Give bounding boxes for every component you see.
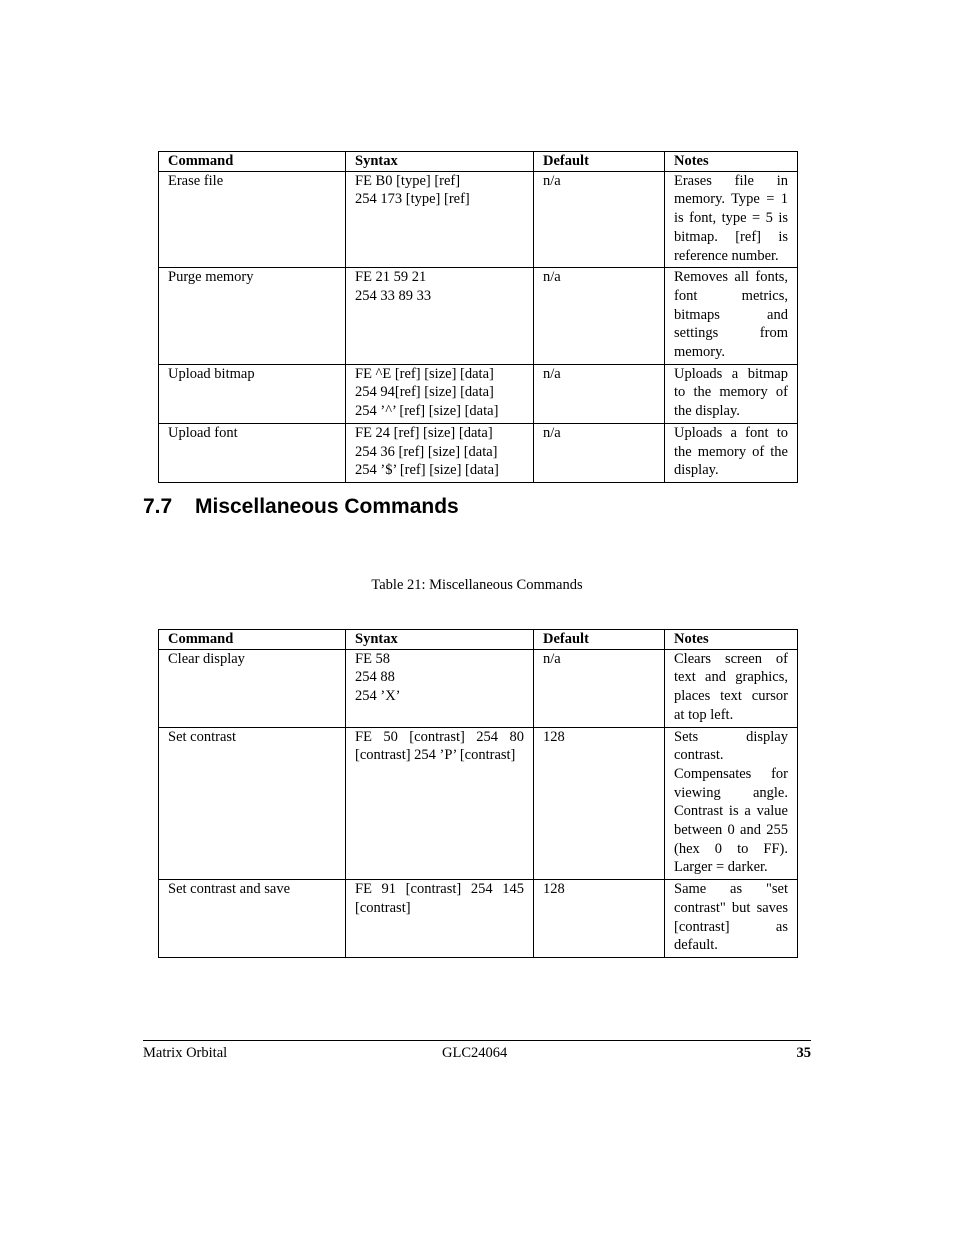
- command-cell: Clear display: [159, 649, 346, 727]
- footer-model: GLC24064: [442, 1045, 508, 1061]
- notes-cell: Removes all fonts, font metrics, bitmaps and settings from memory.: [665, 268, 798, 365]
- syntax-line: FE 58: [355, 650, 391, 667]
- notes-cell: Erases file in memory. Type = 1 is font, type = 5 is bitmap. [ref] is reference number.: [665, 171, 798, 268]
- table-row: [159, 268, 798, 365]
- syntax-line: 254 173 [type] [ref]: [355, 191, 470, 208]
- table-row: [159, 727, 798, 880]
- default-cell: 128: [534, 880, 665, 958]
- syntax-line: FE 21 59 21: [355, 269, 427, 286]
- notes-cell: Clears screen of text and graphics, places text cursor at top left.: [665, 649, 798, 727]
- default-cell: n/a: [534, 268, 665, 365]
- syntax-line: 254 94[ref] [size] [data]: [355, 384, 494, 401]
- syntax-cell: [346, 423, 534, 482]
- section-heading: [143, 495, 459, 519]
- table-caption: Table 21: Miscellaneous Commands: [371, 577, 583, 593]
- section-number: 7.7: [143, 495, 173, 518]
- section-title: Miscellaneous Commands: [195, 495, 459, 518]
- command-cell: Upload bitmap: [159, 364, 346, 423]
- header-syntax: Syntax: [346, 630, 534, 650]
- syntax-line: 254 ’$’ [ref] [size] [data]: [355, 462, 499, 479]
- footer-company: Matrix Orbital: [143, 1045, 228, 1061]
- table-header-row: [159, 630, 798, 650]
- header-notes: Notes: [665, 630, 798, 650]
- notes-cell: Uploads a bitmap to the memory of the display.: [665, 364, 798, 423]
- notes-cell: Sets display contrast. Compensates for viewing angle. Contrast is a value between 0 and 255 (hex 0 to FF). Larger = darker.: [665, 727, 798, 880]
- notes-cell: Uploads a font to the memory of the display.: [665, 423, 798, 482]
- default-cell: 128: [534, 727, 665, 880]
- default-cell: n/a: [534, 649, 665, 727]
- command-cell: Set contrast: [159, 727, 346, 880]
- syntax-line: 254 88: [355, 669, 395, 686]
- syntax-line: FE ^E [ref] [size] [data]: [355, 365, 494, 382]
- table-row: [159, 423, 798, 482]
- page-number: 35: [796, 1045, 811, 1061]
- syntax-line: FE 24 [ref] [size] [data]: [355, 424, 493, 441]
- command-cell: Purge memory: [159, 268, 346, 365]
- syntax-line: 254 ’X’: [355, 688, 401, 705]
- syntax-line: FE B0 [type] [ref]: [355, 172, 461, 189]
- syntax-cell: FE 50 [contrast] 254 80 [contrast] 254 ’P’ [contrast]: [346, 727, 534, 880]
- syntax-cell: [346, 649, 534, 727]
- notes-cell: Same as "set contrast" but saves [contrast] as default.: [665, 880, 798, 958]
- table-row: [159, 880, 798, 958]
- header-notes: Notes: [665, 152, 798, 172]
- syntax-cell: [346, 171, 534, 268]
- syntax-cell: [346, 268, 534, 365]
- table-header-row: [159, 152, 798, 172]
- table-row: [159, 364, 798, 423]
- syntax-line: 254 ’^’ [ref] [size] [data]: [355, 403, 499, 420]
- header-command: Command: [159, 630, 346, 650]
- file-commands-table: [158, 151, 798, 483]
- default-cell: n/a: [534, 364, 665, 423]
- misc-commands-table: [158, 629, 798, 958]
- header-syntax: Syntax: [346, 152, 534, 172]
- command-cell: Set contrast and save: [159, 880, 346, 958]
- footer-rule: [143, 1040, 811, 1041]
- table-row: [159, 171, 798, 268]
- header-default: Default: [534, 152, 665, 172]
- default-cell: n/a: [534, 423, 665, 482]
- header-command: Command: [159, 152, 346, 172]
- command-cell: Erase file: [159, 171, 346, 268]
- command-cell: Upload font: [159, 423, 346, 482]
- syntax-line: 254 33 89 33: [355, 287, 432, 304]
- header-default: Default: [534, 630, 665, 650]
- syntax-cell: [346, 364, 534, 423]
- syntax-line: 254 36 [ref] [size] [data]: [355, 443, 498, 460]
- syntax-cell: FE 91 [contrast] 254 145 [contrast]: [346, 880, 534, 958]
- default-cell: n/a: [534, 171, 665, 268]
- table-row: [159, 649, 798, 727]
